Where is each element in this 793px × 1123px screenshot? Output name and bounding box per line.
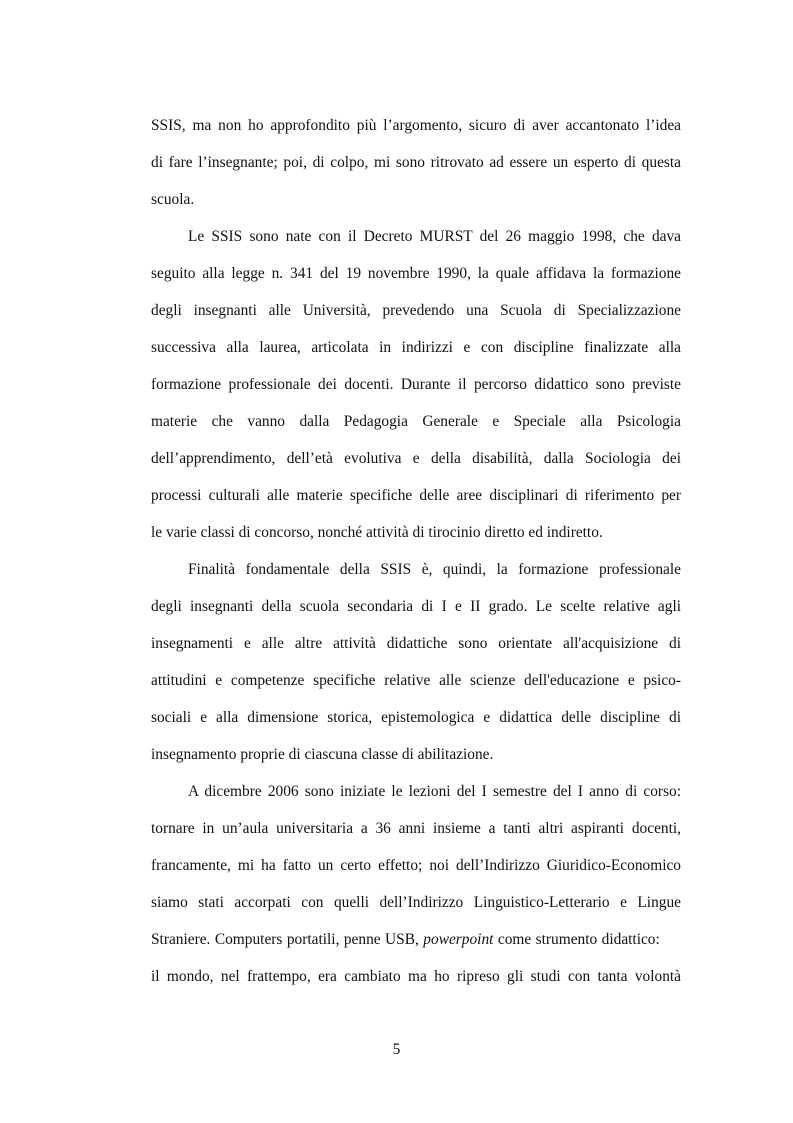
page-number: 5	[392, 1041, 401, 1058]
text-line: francamente, mi ha fatto un certo effetto; noi dell’Indirizzo Giuridico-Economico	[151, 857, 681, 874]
text-line: processi culturali alle materie specifiche delle aree disciplinari di riferimento per	[151, 487, 681, 504]
text-line: il mondo, nel frattempo, era cambiato ma ho ripreso gli studi con tanta volontà	[151, 968, 681, 985]
text-line: attitudini e competenze specifiche relative alle scienze dell'educazione e psico-	[151, 672, 681, 689]
text-line: formazione professionale dei docenti. Durante il percorso didattico sono previste	[151, 376, 681, 393]
text-line: Finalità fondamentale della SSIS è, quindi, la formazione professionale	[188, 561, 681, 578]
text-line: seguito alla legge n. 341 del 19 novembre 1990, la quale affidava la formazione	[151, 265, 681, 282]
text-line: sociali e alla dimensione storica, epistemologica e didattica delle discipline di	[151, 709, 681, 726]
text-line: materie che vanno dalla Pedagogia Generale e Speciale alla Psicologia	[151, 413, 681, 430]
text-segment: Straniere. Computers portatili, penne USB,	[151, 931, 424, 948]
text-line: dell’apprendimento, dell’età evolutiva e della disabilità, dalla Sociologia dei	[151, 450, 681, 467]
text-line: di fare l’insegnante; poi, di colpo, mi sono ritrovato ad essere un esperto di questa	[151, 154, 681, 171]
text-line: degli insegnanti della scuola secondaria di I e II grado. Le scelte relative agli	[151, 598, 681, 615]
text-line: tornare in un’aula universitaria a 36 anni insieme a tanti altri aspiranti docenti,	[151, 820, 681, 837]
text-line: A dicembre 2006 sono iniziate le lezioni del I semestre del I anno di corso:	[188, 783, 681, 800]
text-line: le varie classi di concorso, nonché attività di tirocinio diretto ed indiretto.	[151, 524, 603, 541]
text-line: insegnamento proprie di ciascuna classe di abilitazione.	[151, 746, 494, 763]
text-line	[151, 930, 681, 950]
text-line: degli insegnanti alle Università, prevedendo una Scuola di Specializzazione	[151, 302, 681, 319]
italic-term: powerpoint	[423, 931, 494, 948]
text-line: siamo stati accorpati con quelli dell’Indirizzo Linguistico-Letterario e Lingue	[151, 894, 681, 911]
text-line: Le SSIS sono nate con il Decreto MURST del 26 maggio 1998, che dava	[188, 228, 681, 245]
text-segment: come strumento didattico:	[493, 931, 660, 948]
text-line: SSIS, ma non ho approfondito più l’argomento, sicuro di aver accantonato l’idea	[151, 117, 681, 134]
text-line: scuola.	[151, 191, 195, 208]
text-line: successiva alla laurea, articolata in indirizzi e con discipline finalizzate alla	[151, 339, 681, 356]
text-line: insegnamenti e alle altre attività didattiche sono orientate all'acquisizione di	[151, 635, 681, 652]
